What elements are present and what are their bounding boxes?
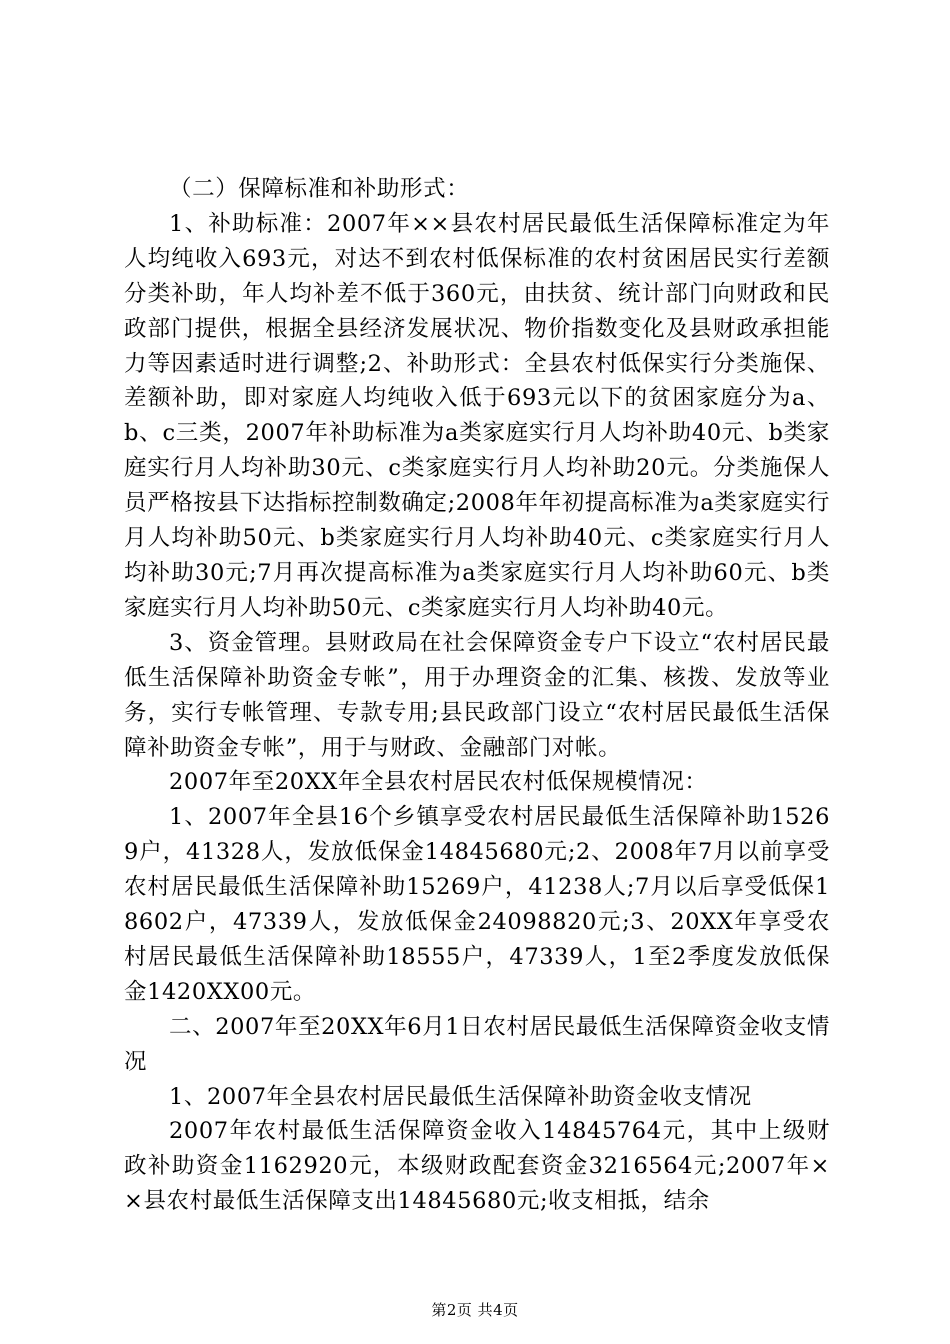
section-heading-guarantee-standard: （二）保障标准和补助形式： (169, 176, 470, 202)
section-heading-income-expenditure: 二、2007年至20XX年6月1日农村居民最低生活保障资金收支情况 (124, 1013, 830, 1075)
page-number-footer: 第2页 共4页 (431, 1301, 519, 1319)
paragraph-2007-details: 2007年农村最低生活保障资金收入14845764元，其中上级财政补助资金1162920元，本级财政配套资金3216564元;2007年××县农村最低生活保障支出14845680元;收支相抵，结余 (124, 1118, 830, 1215)
paragraph-2007-heading: 1、2007年全县农村居民最低生活保障补助资金收支情况 (169, 1083, 752, 1110)
paragraph-fund-management: 3、资金管理。县财政局在社会保障资金专户下设立“农村居民最低生活保障补助资金专帐”，用于办理资金的汇集、核拨、发放等业务，实行专帐管理、专款专用;县民政部门设立“农村居民最低生活保障补助资金专帐”，用于与财政、金融部门对帐。 (124, 629, 830, 761)
paragraph-subsidy-standard: 1、补助标准：2007年××县农村居民最低生活保障标准定为年人均纯收入693元，对达不到农村低保标准的农村贫困居民实行差额分类补助，年人均补差不低于360元，由扶贫、统计部门向财政和民政部门提供，根据全县经济发展状况、物价指数变化及县财政承担能力等因素适时进行调整;2、补助形式：全县农村低保实行分类施保、差额补助，即对家庭人均纯收入低于693元以下的贫困家庭分为a、b、c三类，2007年补助标准为a类家庭实行月人均补助40元、b类家庭实行月人均补助30元、c类家庭实行月人均补助20元。分类施保人员严格按县下达指标控制数确定;2008年年初提高标准为a类家庭实行月人均补助50元、b类家庭实行月人均补助40元、c类家庭实行月人均补助30元;7月再次提高标准为a类家庭实行月人均补助60元、b类家庭实行月人均补助50元、c类家庭实行月人均补助40元。 (124, 210, 830, 621)
paragraph-scale-details: 1、2007年全县16个乡镇享受农村居民最低生活保障补助15269户，41328人，发放低保金14845680元;2、2008年7月以前享受农村居民最低生活保障补助15269户，41238人;7月以后享受低保18602户，47339人，发放低保金24098820元;3、20XX年享受农村居民最低生活保障补助18555户，47339人，1至2季度发放低保金1420XX00元。 (124, 804, 830, 1005)
paragraph-scale-heading: 2007年至20XX年全县农村居民农村低保规模情况： (169, 769, 708, 796)
document-body (124, 172, 830, 1219)
